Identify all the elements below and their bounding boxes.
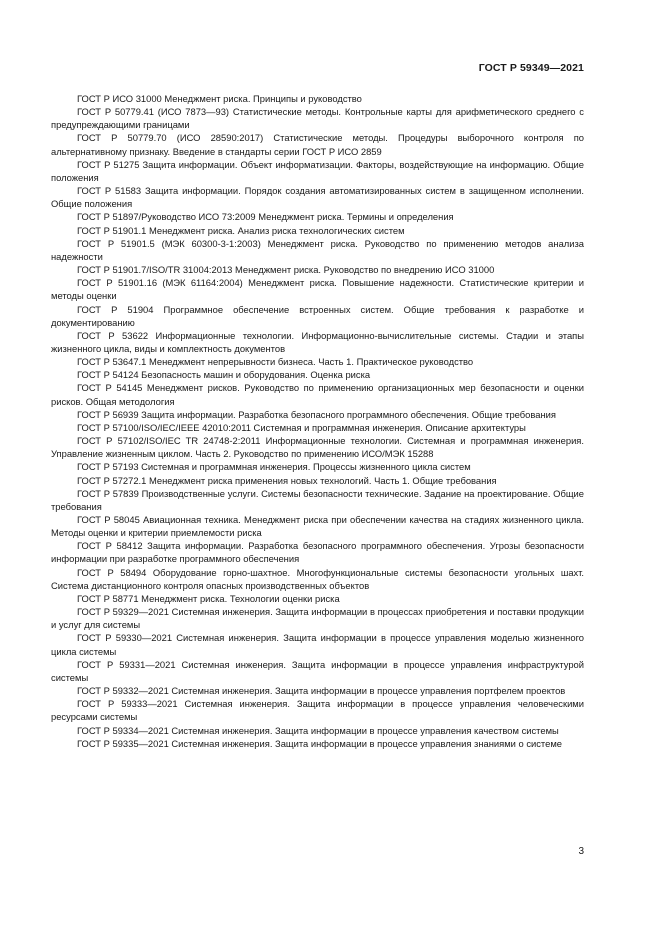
reference-item: ГОСТ Р 58412 Защита информации. Разработка безопасного программного обеспечения. Угрозы безопасности информации при разработке программного обеспечения xyxy=(51,540,584,565)
reference-item: ГОСТ Р 54145 Менеджмент рисков. Руководство по применению организационных мер безопасности и оценки рисков. Общая методология xyxy=(51,382,584,407)
reference-item: ГОСТ Р 59335—2021 Системная инженерия. Защита информации в процессе управления знаниями о системе xyxy=(77,737,562,749)
reference-item: ГОСТ Р 54124 Безопасность машин и оборудования. Оценка риска xyxy=(77,369,371,381)
reference-item: ГОСТ Р 53647.1 Менеджмент непрерывности бизнеса. Часть 1. Практическое руководство xyxy=(77,356,474,368)
reference-item: ГОСТ Р 57839 Производственные услуги. Системы безопасности технические. Задание на проектирование. Общие требования xyxy=(51,487,584,512)
reference-item: ГОСТ Р 57272.1 Менеджмент риска применения новых технологий. Часть 1. Общие требования xyxy=(77,474,497,486)
reference-item: ГОСТ Р 56939 Защита информации. Разработка безопасного программного обеспечения. Общие требования xyxy=(77,408,556,420)
reference-item: ГОСТ Р 50779.41 (ИСО 7873—93) Статистические методы. Контрольные карты для арифметического среднего с предупреждающими границами xyxy=(51,106,584,131)
reference-item: ГОСТ Р 57102/ISO/IEC TR 24748-2:2011 Информационные технологии. Системная и программная инженерия. Управление жизненным циклом. Часть 2. Руководство по применению ИСО/МЭК 15288 xyxy=(51,435,584,460)
reference-item: ГОСТ Р 58045 Авиационная техника. Менеджмент риска при обеспечении качества на стадиях жизненного цикла. Методы оценки и критерии приемлемости риска xyxy=(51,514,584,539)
reference-item: ГОСТ Р 59331—2021 Системная инженерия. Защита информации в процессе управления инфраструктурой системы xyxy=(51,658,584,683)
reference-item: ГОСТ Р 51275 Защита информации. Объект информатизации. Факторы, воздействующие на информацию. Общие положения xyxy=(51,158,584,183)
reference-item: ГОСТ Р 51901.5 (МЭК 60300-3-1:2003) Менеджмент риска. Руководство по применению методов анализа надежности xyxy=(51,237,584,262)
reference-item: ГОСТ Р 57100/ISO/IEC/IEEE 42010:2011 Системная и программная инженерия. Описание архитектуры xyxy=(77,421,526,433)
reference-item: ГОСТ Р ИСО 31000 Менеджмент риска. Принципы и руководство xyxy=(77,93,362,104)
reference-item: ГОСТ Р 59333—2021 Системная инженерия. Защита информации в процессе управления человеческими ресурсами системы xyxy=(51,698,584,723)
reference-item: ГОСТ Р 58494 Оборудование горно-шахтное. Многофункциональные системы безопасности угольных шахт. Система дистанционного контроля опасных производственных объектов xyxy=(51,566,584,591)
reference-item: ГОСТ Р 50779.70 (ИСО 28590:2017) Статистические методы. Процедуры выборочного контроля по альтернативному признаку. Введение в стандарты серии ГОСТ Р ИСО 2859 xyxy=(51,132,584,157)
reference-item: ГОСТ Р 51901.1 Менеджмент риска. Анализ риска технологических систем xyxy=(77,224,405,236)
reference-item: ГОСТ Р 51901.7/ISO/TR 31004:2013 Менеджмент риска. Руководство по внедрению ИСО 31000 xyxy=(77,264,495,276)
normative-references-list xyxy=(51,92,584,750)
reference-item: ГОСТ Р 51904 Программное обеспечение встроенных систем. Общие требования к разработке и документированию xyxy=(51,303,584,328)
reference-item: ГОСТ Р 53622 Информационные технологии. Информационно-вычислительные системы. Стадии и этапы жизненного цикла, виды и комплектность документов xyxy=(51,329,584,354)
reference-item: ГОСТ Р 59332—2021 Системная инженерия. Защита информации в процессе управления портфелем проектов xyxy=(77,685,566,697)
page-number: 3 xyxy=(578,846,584,857)
reference-item: ГОСТ Р 57193 Системная и программная инженерия. Процессы жизненного цикла систем xyxy=(77,461,471,473)
reference-item: ГОСТ Р 51897/Руководство ИСО 73:2009 Менеджмент риска. Термины и определения xyxy=(77,211,454,223)
reference-item: ГОСТ Р 59330—2021 Системная инженерия. Защита информации в процессе управления моделью жизненного цикла системы xyxy=(51,632,584,657)
reference-item: ГОСТ Р 59334—2021 Системная инженерия. Защита информации в процессе управления качеством системы xyxy=(77,724,559,736)
reference-item: ГОСТ Р 59329—2021 Системная инженерия. Защита информации в процессах приобретения и поставки продукции и услуг для системы xyxy=(51,606,584,631)
reference-item: ГОСТ Р 58771 Менеджмент риска. Технологии оценки риска xyxy=(77,592,340,604)
reference-item: ГОСТ Р 51901.16 (МЭК 61164:2004) Менеджмент риска. Повышение надежности. Статистические критерии и методы оценки xyxy=(51,277,584,302)
document-header: ГОСТ Р 59349—2021 xyxy=(478,62,584,74)
reference-item: ГОСТ Р 51583 Защита информации. Порядок создания автоматизированных систем в защищенном исполнении. Общие положения xyxy=(51,185,584,210)
